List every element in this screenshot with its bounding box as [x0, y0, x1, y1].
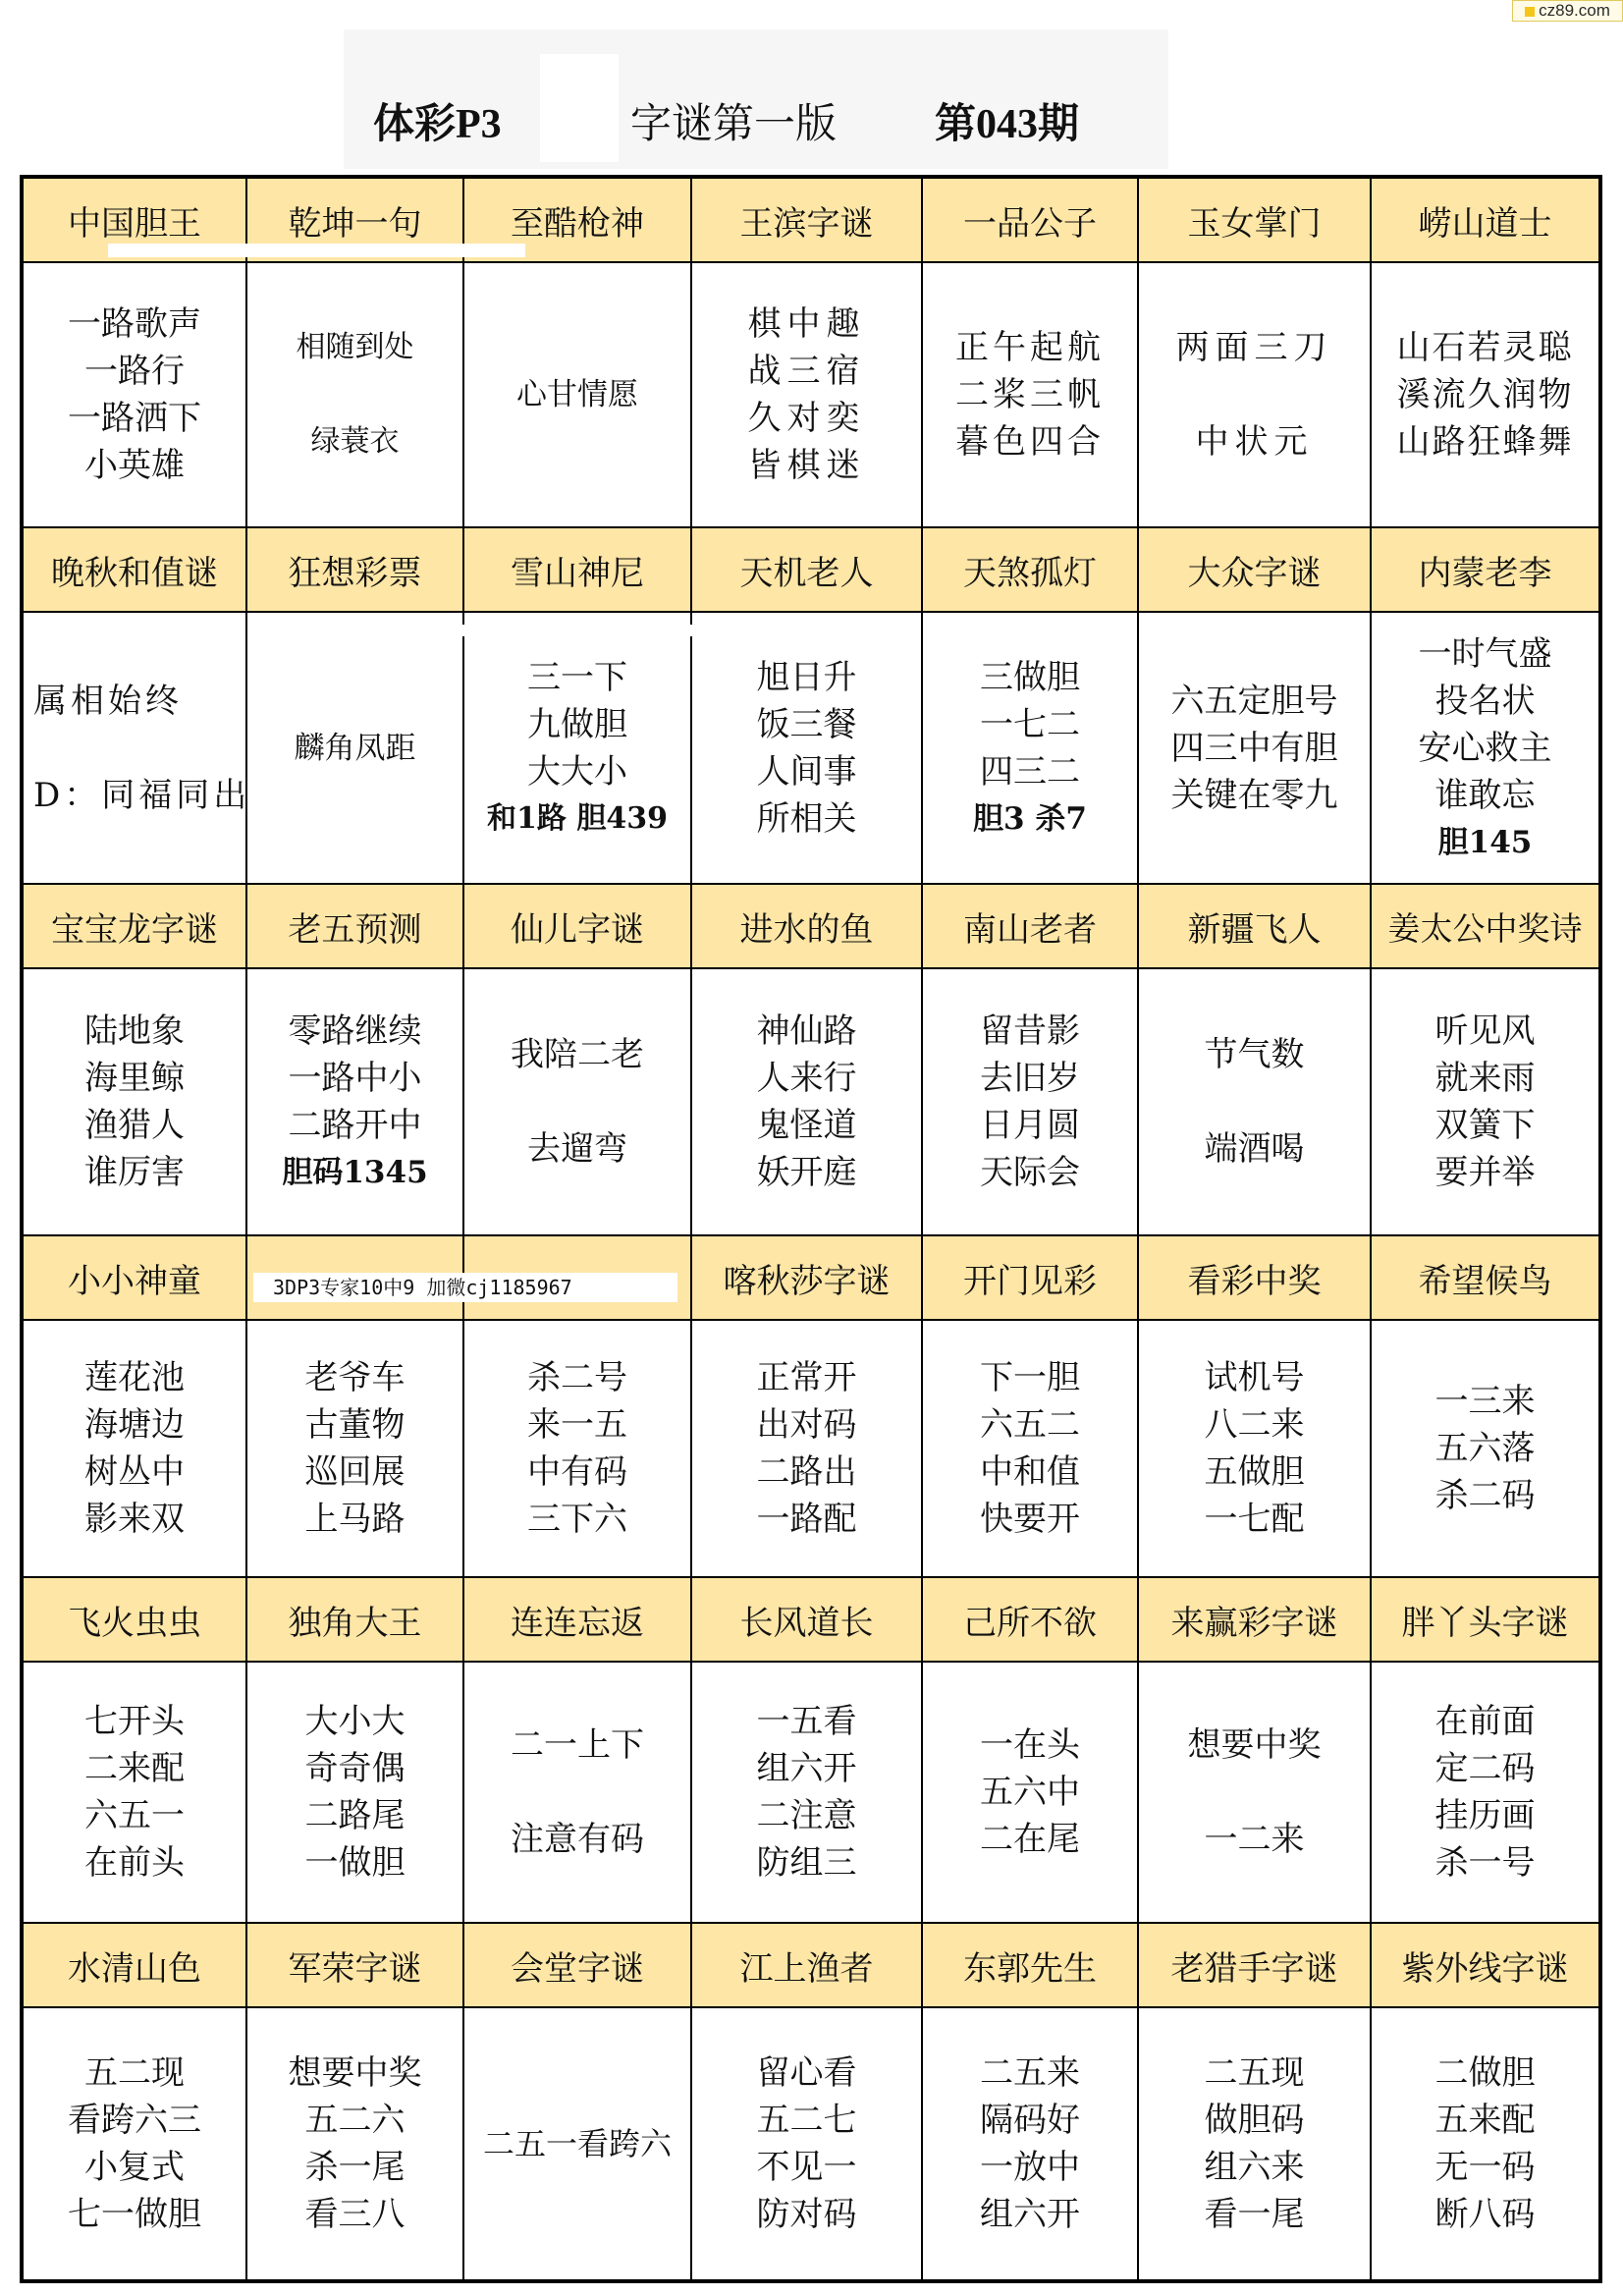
riddle-line: 陆地象 [84, 1011, 185, 1051]
riddle-gap [1139, 1769, 1370, 1816]
riddle-line: 无一码 [1434, 2148, 1536, 2187]
riddle-line: 树丛中 [84, 1452, 185, 1492]
riddle-line: 海塘边 [84, 1405, 185, 1445]
riddle-line: 六五二 [980, 1405, 1080, 1445]
riddle-line: 大大小 [527, 751, 627, 792]
riddle-line: 一放中 [980, 2148, 1080, 2187]
expert-name: 崂山道士 [1371, 177, 1600, 262]
riddle-line: 二五来 [980, 2053, 1080, 2093]
redaction-strip [982, 623, 1129, 632]
riddle-line: 三做胆 [980, 657, 1080, 697]
riddle-cell [246, 2007, 463, 2281]
riddle-line: 棋中趣 [747, 304, 866, 344]
riddle-cell [246, 262, 463, 527]
riddle-cell [1371, 612, 1600, 884]
riddle-cell [1138, 1320, 1371, 1577]
riddle-line: 八二来 [1204, 1405, 1305, 1445]
riddle-line: 我陪二老 [511, 1035, 644, 1074]
riddle-line: 一路中小 [288, 1059, 422, 1098]
riddle-line: 和1路 胆439 [487, 800, 668, 836]
riddle-line: 快要开 [980, 1500, 1080, 1539]
riddle-line: 组六来 [1204, 2148, 1305, 2187]
riddle-line: 战三宿 [747, 352, 866, 391]
riddle-line: 属相始终 [33, 681, 183, 721]
table-row [22, 1662, 1600, 1923]
expert-name: 宝宝龙字谜 [22, 884, 246, 968]
riddle-line: 杀二号 [527, 1358, 627, 1397]
riddle-line: 一在头 [980, 1725, 1080, 1765]
riddle-gap [464, 1078, 690, 1125]
riddle-line: 杀一尾 [304, 2148, 406, 2187]
riddle-line: 一做胆 [304, 1843, 406, 1883]
riddle-line: 九做胆 [527, 704, 627, 744]
riddle-line: 七开头 [84, 1702, 185, 1741]
riddle-line: 大小大 [304, 1702, 406, 1741]
riddle-line: 零路继续 [288, 1011, 422, 1051]
page-title [373, 86, 1139, 155]
riddle-line: 不见一 [756, 2148, 857, 2187]
riddle-cell [246, 1662, 463, 1923]
riddle-line: D：同福同出 [33, 775, 251, 815]
riddle-line: 二五现 [1204, 2053, 1305, 2093]
expert-name: 希望候鸟 [1371, 1235, 1600, 1320]
expert-name: 狂想彩票 [246, 527, 463, 612]
riddle-cell [246, 612, 463, 884]
riddle-line: 做胆码 [1204, 2101, 1305, 2140]
riddle-line: 二在尾 [980, 1820, 1080, 1859]
table-header-row [22, 1923, 1600, 2007]
expert-name: 天机老人 [691, 527, 922, 612]
riddle-line: 投名状 [1434, 681, 1536, 721]
riddle-cell [691, 1320, 922, 1577]
riddle-line: 四三中有胆 [1170, 728, 1338, 768]
expert-name: 水清山色 [22, 1923, 246, 2007]
riddle-line: 小英雄 [84, 446, 185, 485]
expert-name: 开门见彩 [922, 1235, 1138, 1320]
expert-name: 喀秋莎字谜 [691, 1235, 922, 1320]
riddle-line: 小复式 [84, 2148, 185, 2187]
riddle-line: 想要中奖 [288, 2053, 422, 2093]
riddle-line: 四三二 [980, 751, 1080, 792]
riddle-cell [1138, 612, 1371, 884]
riddle-line: 山石若灵聪 [1396, 328, 1574, 367]
riddle-line: 防组三 [756, 1843, 857, 1883]
expert-name: 胖丫头字谜 [1371, 1577, 1600, 1662]
riddle-line: 谁敢忘 [1434, 775, 1536, 815]
riddle-gap [1139, 371, 1370, 418]
table-row [22, 2007, 1600, 2281]
riddle-line: 五六中 [980, 1773, 1080, 1812]
title-lottery: 体彩P3 [373, 102, 502, 147]
riddle-line: 谁厉害 [84, 1153, 185, 1192]
riddle-cell [463, 262, 691, 527]
redaction-strip [108, 244, 525, 257]
riddle-line: 五二六 [304, 2101, 406, 2140]
expert-name: 仙儿字谜 [463, 884, 691, 968]
riddle-cell [1371, 1320, 1600, 1577]
riddle-cell [246, 1320, 463, 1577]
riddle-cell [922, 262, 1138, 527]
riddle-cell [22, 612, 251, 884]
expert-name: 东郭先生 [922, 1923, 1138, 2007]
expert-name: 紫外线字谜 [1371, 1923, 1600, 2007]
riddle-cell [1138, 2007, 1371, 2281]
riddle-line: 来一五 [527, 1405, 627, 1445]
riddle-line: 想要中奖 [1187, 1725, 1322, 1765]
riddle-cell [463, 1320, 691, 1577]
expert-name: 己所不欲 [922, 1577, 1138, 1662]
title-issue: 第043期 [935, 102, 1080, 147]
riddle-line: 双簧下 [1434, 1106, 1536, 1145]
riddle-line: 正常开 [756, 1358, 857, 1397]
riddle-line: 绿蓑衣 [310, 424, 400, 459]
riddle-line: 在前头 [84, 1843, 185, 1883]
table-row [22, 612, 1600, 884]
riddle-line: 胆3 杀7 [973, 800, 1087, 837]
riddle-line: 一路配 [756, 1500, 857, 1539]
expert-name: 连连忘返 [463, 1577, 691, 1662]
riddle-line: 海里鲸 [84, 1059, 185, 1098]
expert-name: 雪山神尼 [463, 527, 691, 612]
riddle-line: 要并举 [1434, 1153, 1536, 1192]
riddle-line: 所相关 [756, 798, 857, 839]
riddle-line: 一五看 [756, 1702, 857, 1741]
riddle-line: 一时气盛 [1418, 633, 1552, 674]
riddle-line: 一三来 [1434, 1382, 1536, 1421]
riddle-cell [463, 2007, 691, 2281]
riddle-line: 日月圆 [980, 1106, 1080, 1145]
riddle-line: 杀一号 [1434, 1843, 1536, 1883]
riddle-cell [1138, 1662, 1371, 1923]
riddle-line: 一二来 [1204, 1820, 1305, 1859]
logo-dot-icon [1525, 7, 1535, 17]
riddle-line: 看三八 [304, 2195, 406, 2234]
riddle-line: 二做胆 [1434, 2053, 1536, 2093]
riddle-line: 节气数 [1204, 1035, 1305, 1074]
riddle-line: 断八码 [1434, 2195, 1536, 2234]
riddle-line: 在前面 [1434, 1702, 1536, 1741]
expert-name: 进水的鱼 [691, 884, 922, 968]
riddle-gap [33, 725, 245, 772]
riddle-line: 一路洒下 [68, 399, 201, 438]
expert-name: 老五预测 [246, 884, 463, 968]
riddle-cell [922, 968, 1138, 1235]
riddle-line: 试机号 [1204, 1358, 1305, 1397]
expert-name: 大众字谜 [1138, 527, 1371, 612]
riddle-cell [922, 1320, 1138, 1577]
expert-name: 一品公子 [922, 177, 1138, 262]
expert-name: 小小神童 [22, 1235, 246, 1320]
expert-name: 内蒙老李 [1371, 527, 1600, 612]
riddle-line: 出对码 [756, 1405, 857, 1445]
riddle-line: 妖开庭 [756, 1153, 857, 1192]
riddle-cell [1371, 2007, 1600, 2281]
riddle-cell [1371, 1662, 1600, 1923]
riddle-line: 注意有码 [511, 1820, 644, 1859]
expert-name: 中国胆王 [22, 177, 246, 262]
watermark-text: cz89.com [1539, 1, 1610, 20]
riddle-cell [922, 1662, 1138, 1923]
riddle-line: 中有码 [527, 1452, 627, 1492]
riddle-line: 挂历画 [1434, 1796, 1536, 1835]
riddle-line: 隔码好 [980, 2101, 1080, 2140]
riddle-line: 安心救主 [1418, 728, 1552, 768]
title-edition: 字谜第一版 [630, 102, 838, 147]
riddle-line: 二一上下 [511, 1725, 644, 1765]
header-blank-patch [29, 29, 344, 169]
riddle-cell [691, 968, 922, 1235]
table-row [22, 262, 1600, 527]
riddle-gap [464, 1769, 690, 1816]
riddle-line: 去遛弯 [527, 1129, 627, 1169]
riddle-cell [463, 612, 691, 884]
riddle-line: 三一下 [527, 657, 627, 697]
riddle-line: 三下六 [527, 1500, 627, 1539]
riddle-line: 二来配 [84, 1749, 185, 1788]
riddle-gap [247, 371, 462, 418]
riddle-line: 饭三餐 [756, 704, 857, 744]
expert-name: 老猎手字谜 [1138, 1923, 1371, 2007]
riddle-line: 二路出 [756, 1452, 857, 1492]
riddle-line: 山路狂蜂舞 [1396, 422, 1574, 462]
riddle-line: 胆码1345 [282, 1155, 428, 1190]
riddle-line: 五二现 [84, 2053, 185, 2093]
table-header-row [22, 884, 1600, 968]
table-header-row [22, 527, 1600, 612]
riddle-line: 五来配 [1434, 2101, 1536, 2140]
riddle-line: 去旧岁 [980, 1059, 1080, 1098]
riddle-cell [691, 262, 922, 527]
table-row [22, 968, 1600, 1235]
riddle-cell [1371, 968, 1600, 1235]
riddle-line: 人间事 [756, 751, 857, 792]
riddle-line: 二桨三帆 [955, 375, 1105, 414]
riddle-gap [1139, 1078, 1370, 1125]
riddle-line: 防对码 [756, 2195, 857, 2234]
riddle-line: 下一胆 [980, 1358, 1080, 1397]
riddle-line: 六五一 [84, 1796, 185, 1835]
riddle-cell [246, 968, 463, 1235]
riddle-line: 关键在零九 [1170, 775, 1338, 815]
riddle-cell [922, 2007, 1138, 2281]
riddle-line: 正午起航 [955, 328, 1105, 367]
expert-name: 至酷枪神 [463, 177, 691, 262]
riddle-line: 莲花池 [84, 1358, 185, 1397]
expert-name: 独角大王 [246, 1577, 463, 1662]
riddle-line: 一路歌声 [68, 304, 201, 344]
riddle-line: 上马路 [304, 1500, 406, 1539]
riddle-line: 心甘情愿 [516, 377, 638, 412]
riddle-line: 二路尾 [304, 1796, 406, 1835]
expert-name: 来赢彩字谜 [1138, 1577, 1371, 1662]
riddle-table [20, 175, 1602, 2283]
expert-name: 姜太公中奖诗 [1371, 884, 1600, 968]
riddle-line: 七一做胆 [68, 2195, 201, 2234]
riddle-cell [22, 262, 246, 527]
riddle-line: 鬼怪道 [756, 1106, 857, 1145]
riddle-line: 天际会 [980, 1153, 1080, 1192]
expert-name: 看彩中奖 [1138, 1235, 1371, 1320]
riddle-line: 二注意 [756, 1796, 857, 1835]
riddle-cell [22, 968, 246, 1235]
riddle-line: 久对奕 [747, 399, 866, 438]
riddle-line: 胆145 [1437, 824, 1533, 860]
riddle-line: 古董物 [304, 1405, 406, 1445]
riddle-cell [22, 1320, 246, 1577]
riddle-line: 定二码 [1434, 1749, 1536, 1788]
riddle-line: 端酒喝 [1204, 1129, 1305, 1169]
riddle-cell [691, 1662, 922, 1923]
riddle-line: 留昔影 [980, 1011, 1080, 1051]
riddle-line: 五做胆 [1204, 1452, 1305, 1492]
expert-name: 玉女掌门 [1138, 177, 1371, 262]
riddle-line: 组六开 [980, 2195, 1080, 2234]
riddle-line: 就来雨 [1434, 1059, 1536, 1098]
expert-name: 长风道长 [691, 1577, 922, 1662]
riddle-line: 皆棋迷 [747, 446, 866, 485]
riddle-line: 看跨六三 [68, 2101, 201, 2140]
expert-name: 新疆飞人 [1138, 884, 1371, 968]
expert-name: 军荣字谜 [246, 1923, 463, 2007]
expert-name: 王滨字谜 [691, 177, 922, 262]
riddle-line: 渔猎人 [84, 1106, 185, 1145]
riddle-line: 中状元 [1195, 422, 1314, 462]
riddle-line: 二路开中 [288, 1106, 422, 1145]
expert-name: 天煞孤灯 [922, 527, 1138, 612]
riddle-line: 中和值 [980, 1452, 1080, 1492]
riddle-cell [691, 612, 922, 884]
riddle-line: 影来双 [84, 1500, 185, 1539]
ad-banner: 3DP3专家10中9 加微cj1185967 [253, 1273, 677, 1302]
riddle-line: 看一尾 [1204, 2195, 1305, 2234]
riddle-line: 奇奇偶 [304, 1749, 406, 1788]
expert-name: 乾坤一句 [246, 177, 463, 262]
riddle-line: 组六开 [756, 1749, 857, 1788]
riddle-line: 老爷车 [304, 1358, 406, 1397]
expert-name: 南山老者 [922, 884, 1138, 968]
riddle-cell [22, 2007, 246, 2281]
riddle-cell [463, 1662, 691, 1923]
riddle-line: 二五一看跨六 [482, 2125, 672, 2162]
riddle-cell [1138, 968, 1371, 1235]
expert-name: 晚秋和值谜 [22, 527, 246, 612]
riddle-line: 一七二 [980, 704, 1080, 744]
riddle-line: 六五定胆号 [1170, 681, 1338, 721]
riddle-line: 人来行 [756, 1059, 857, 1098]
riddle-line: 两面三刀 [1175, 328, 1333, 367]
riddle-line: 五六落 [1434, 1429, 1536, 1468]
riddle-line: 神仙路 [756, 1011, 857, 1051]
expert-name: 会堂字谜 [463, 1923, 691, 2007]
riddle-line: 相随到处 [296, 330, 414, 364]
riddle-cell [463, 968, 691, 1235]
table-header-row [22, 1577, 1600, 1662]
expert-name: 飞火虫虫 [22, 1577, 246, 1662]
riddle-cell [1138, 262, 1371, 527]
site-watermark [1512, 0, 1623, 22]
riddle-cell [691, 2007, 922, 2281]
redaction-strip [383, 625, 795, 636]
riddle-line: 一路行 [84, 352, 185, 391]
riddle-line: 溪流久润物 [1396, 375, 1574, 414]
riddle-cell [922, 612, 1138, 884]
riddle-cell [1371, 262, 1600, 527]
riddle-line: 一七配 [1204, 1500, 1305, 1539]
riddle-line: 杀二码 [1434, 1476, 1536, 1515]
riddle-line: 听见风 [1434, 1011, 1536, 1051]
riddle-line: 五二七 [756, 2101, 857, 2140]
riddle-line: 暮色四合 [955, 422, 1105, 462]
riddle-line: 巡回展 [304, 1452, 406, 1492]
riddle-line: 麟角凤距 [294, 730, 416, 766]
table-row [22, 1320, 1600, 1577]
riddle-cell [22, 1662, 246, 1923]
expert-name: 江上渔者 [691, 1923, 922, 2007]
riddle-line: 留心看 [756, 2053, 857, 2093]
riddle-line: 旭日升 [756, 657, 857, 697]
